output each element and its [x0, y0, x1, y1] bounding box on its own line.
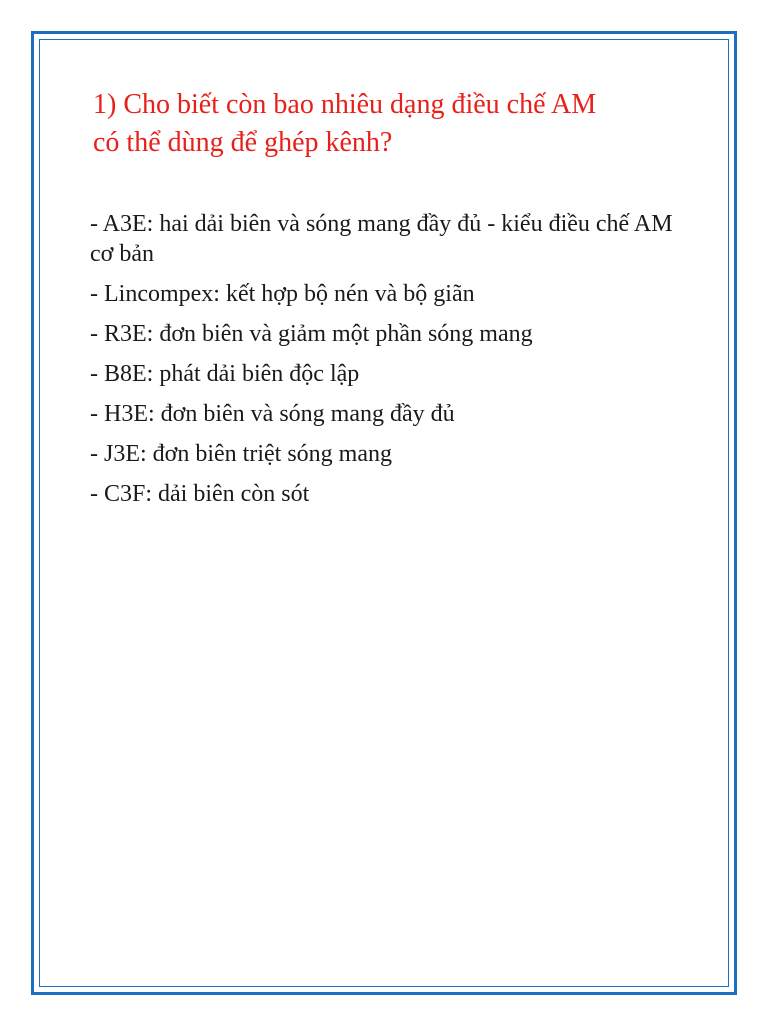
answer-item-c3f: - C3F: dải biên còn sót — [90, 481, 310, 507]
question-heading — [93, 86, 693, 162]
answer-item-b8e: - B8E: phát dải biên độc lập — [90, 361, 360, 387]
answer-item-lincompex: - Lincompex: kết hợp bộ nén và bộ giãn — [90, 281, 475, 307]
answer-item-h3e: - H3E: đơn biên và sóng mang đầy đủ — [90, 401, 455, 427]
answer-item-a3e: - A3E: hai dải biên và sóng mang đầy đủ - kiểu điều chế AM cơ bản — [90, 211, 673, 267]
document-content — [90, 86, 693, 519]
question-line-1: 1) Cho biết còn bao nhiêu dạng điều chế AM — [93, 89, 597, 120]
answer-list — [90, 209, 693, 509]
answer-item-j3e: - J3E: đơn biên triệt sóng mang — [90, 441, 392, 467]
question-line-2: có thể dùng để ghép kênh? — [93, 127, 393, 158]
answer-item-r3e: - R3E: đơn biên và giảm một phần sóng mang — [90, 321, 533, 347]
